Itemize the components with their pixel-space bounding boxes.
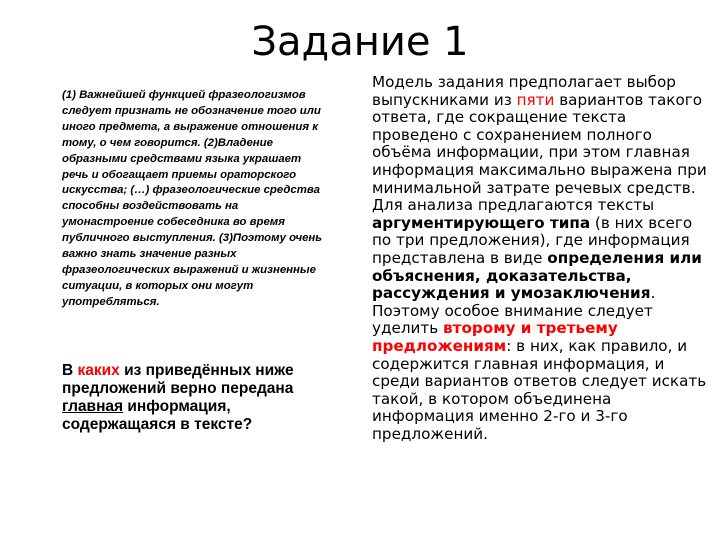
question-word-glavnaya: главная xyxy=(62,398,124,415)
desc-highlight-pyati: пяти xyxy=(516,90,555,109)
excerpt-paragraph: (1) Важнейшей функцией фразеологизмов следует признать не обозначение того или иного предмета, а выражение отношения к тому, о чем говорится. (2)Владение образными средствами языка украшает речь и обогащает приемы ораторского искусства; (…) фразеологические средства способны воздействовать на умонастроение собеседника во время публичного выступления. (3)Поэтому очень важно знать значение разных фразеологических выражений и жизненные ситуации, в которых они могут употребляться. xyxy=(62,89,323,308)
desc-text-2: вариантов такого ответа, где сокращение текста проведено с сохранением полного объёма информации, при этом главная информация максимально выражена при минимальной затрате речевых средств. Для анализа предлагаются тексты xyxy=(372,90,707,215)
desc-highlight-sentences: предложениям xyxy=(372,336,507,355)
task-model-description xyxy=(372,74,712,443)
slide-title: Задание 1 xyxy=(251,19,469,65)
question-text-end: информация, содержащаяся в тексте? xyxy=(62,398,253,433)
desc-text-4: . Поэтому особое внимание следует уделить xyxy=(372,284,656,338)
desc-bold-forms: определения или объяснения, доказательства, рассуждения и умозаключения xyxy=(372,248,702,303)
task-question xyxy=(62,362,324,434)
desc-text-1: Модель задания предполагает выбор выпускниками из xyxy=(372,73,676,109)
question-word-kakikh: каких xyxy=(73,362,120,379)
desc-text-3: (в них всего по три предложения), где информация представлена в виде xyxy=(372,213,693,267)
question-word-v: В xyxy=(62,362,74,379)
question-text-middle: из приведённых ниже предложений верно передана xyxy=(62,362,294,397)
desc-text-5: : в них, как правило, и содержится главная информация, и среди вариантов ответов следует искать такой, в котором объединена информация именно 2-го и 3-го предложений. xyxy=(372,336,707,443)
desc-bold-argument-type: аргументирующего типа xyxy=(372,213,591,232)
source-text-excerpt xyxy=(62,88,324,311)
desc-highlight-second-third: второму и третьему xyxy=(443,319,618,338)
